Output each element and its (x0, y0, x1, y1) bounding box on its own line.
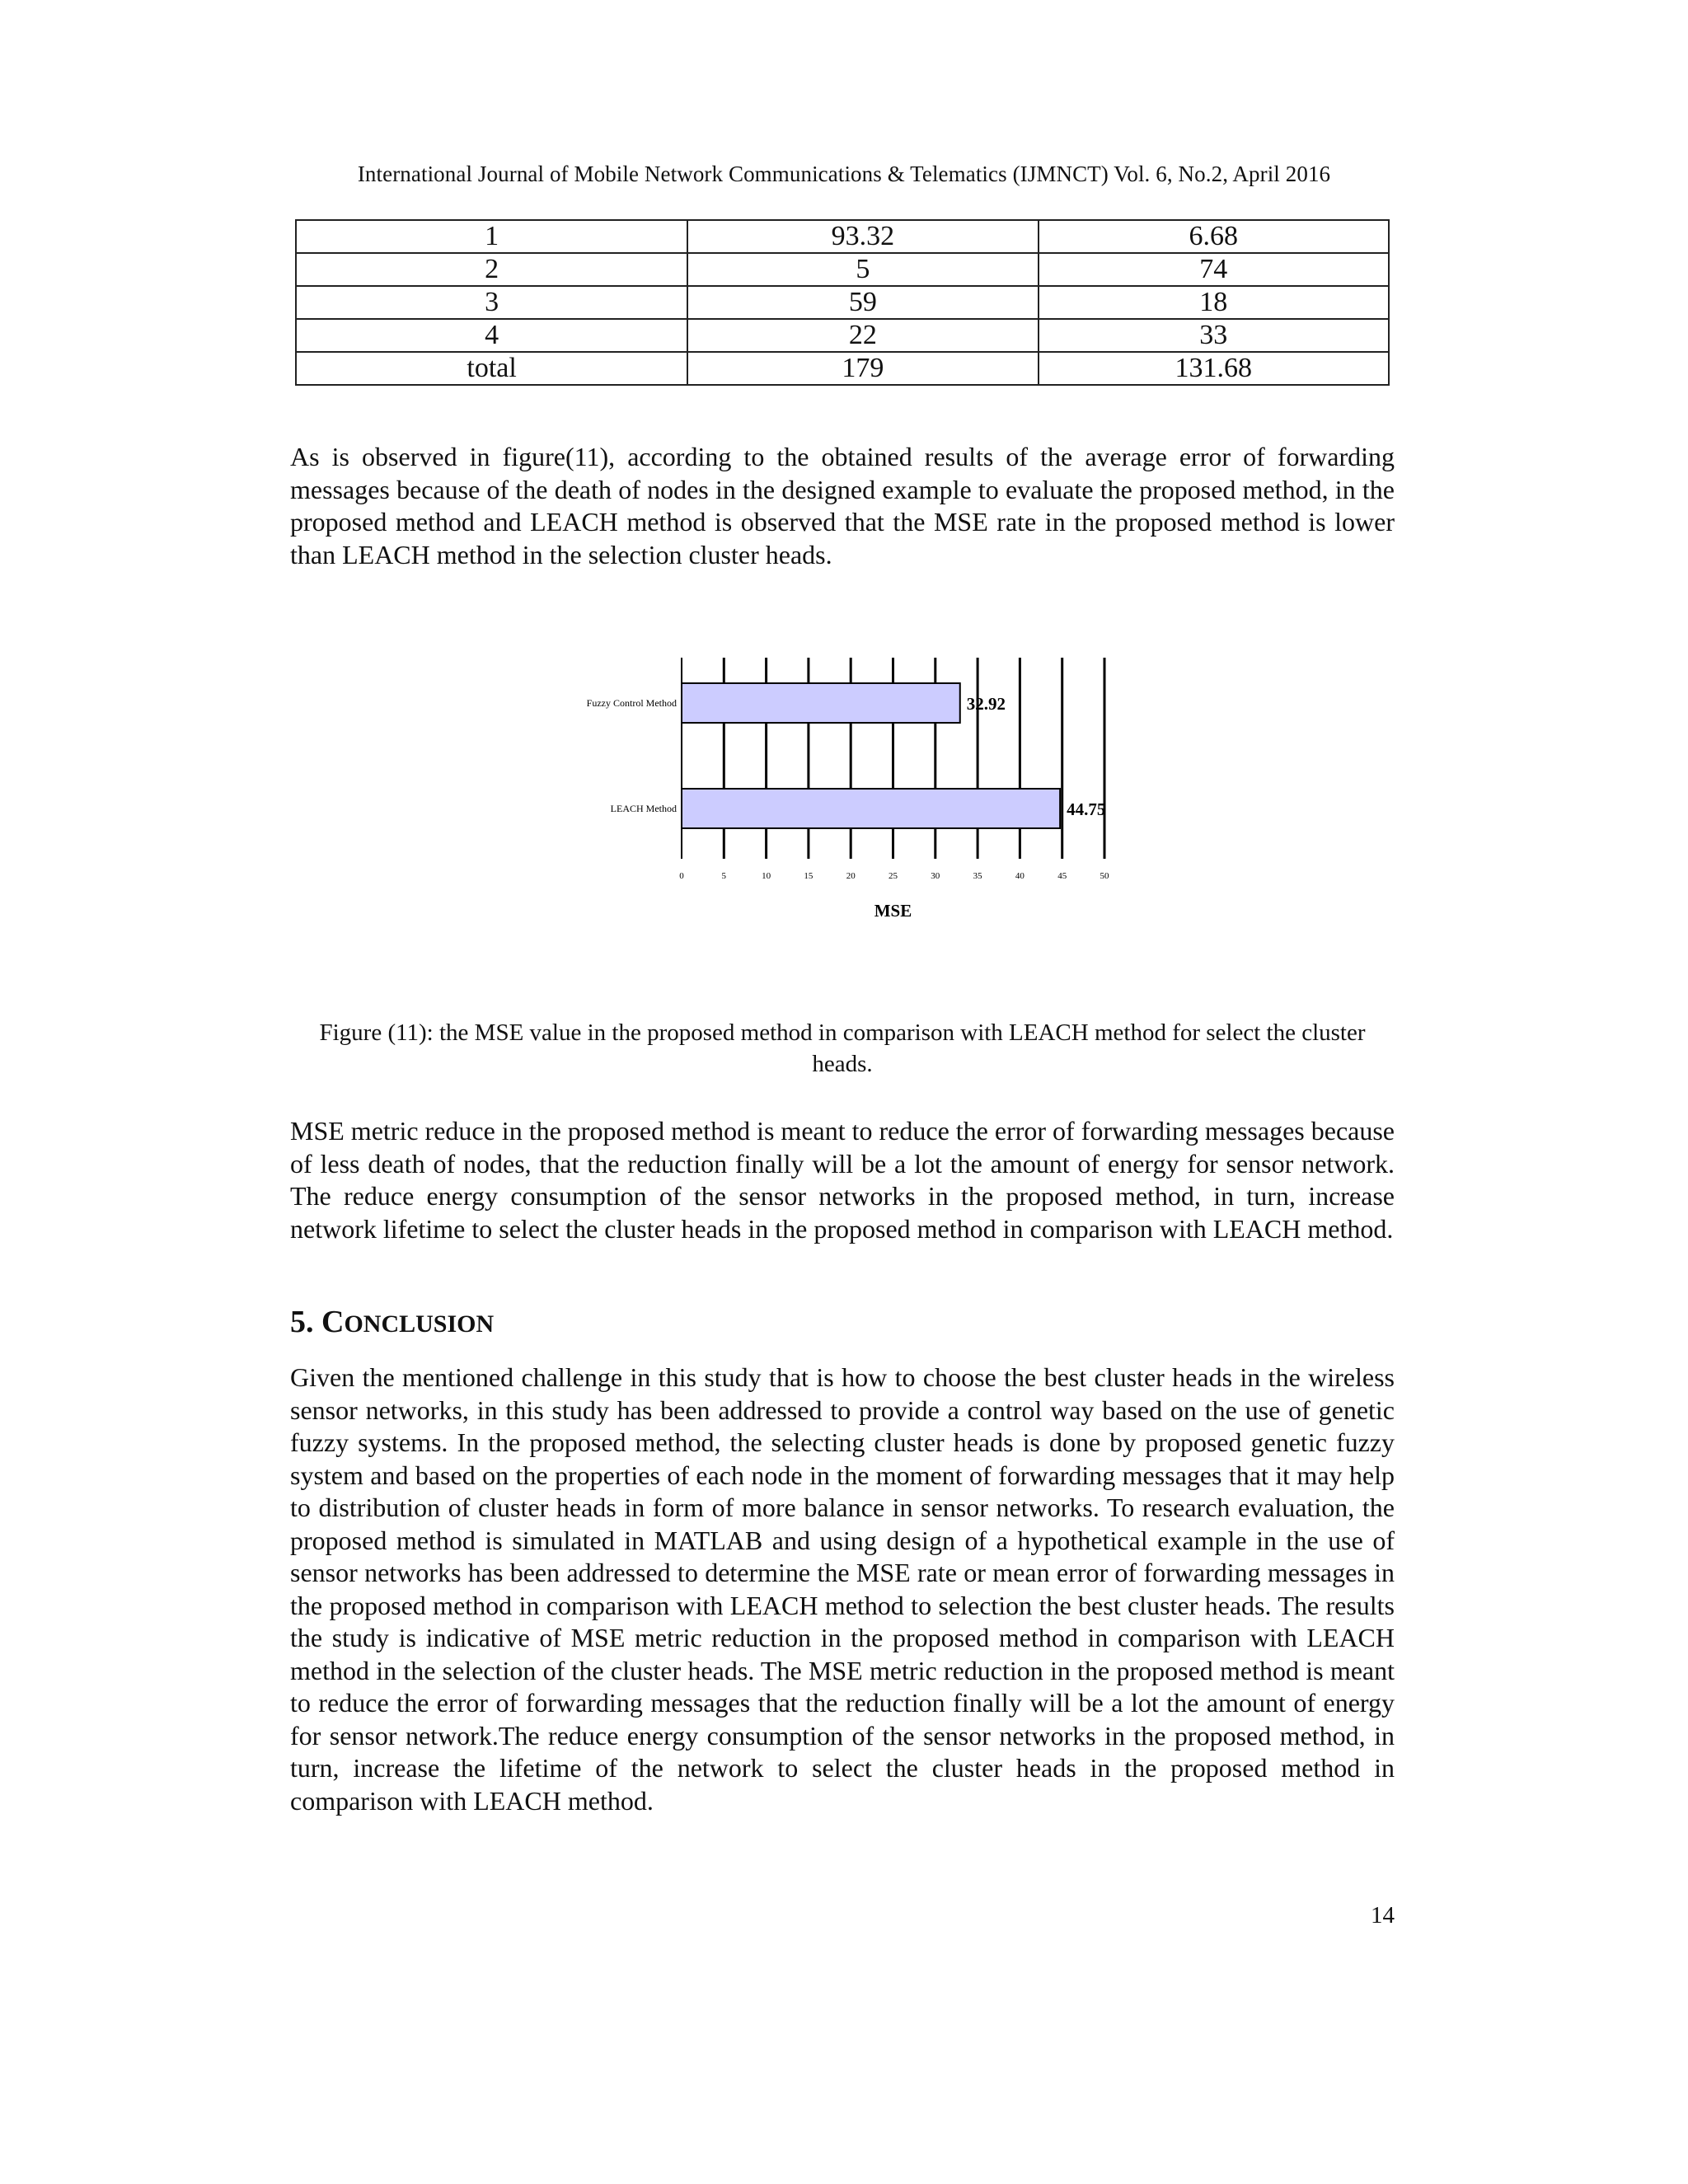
chart-category-label: Fuzzy Control Method (586, 697, 677, 709)
paragraph-mse-discussion: MSE metric reduce in the proposed method is meant to reduce the error of forwarding messages because of less death of nodes, that the reduction finally will be a lot the amount of energy for sensor network. The reduce energy consumption of the sensor networks in the proposed method, in turn, increase network lifetime to select the cluster heads in the proposed method in comparison with LEACH method. (290, 1116, 1395, 1244)
mse-bar-chart (528, 651, 1154, 931)
chart-x-tick-label: 50 (1100, 871, 1109, 881)
table-cell: total (296, 352, 687, 385)
page-number: 14 (1371, 1902, 1395, 1929)
chart-x-tick-label: 30 (931, 871, 940, 881)
table-cell: 22 (687, 319, 1038, 352)
journal-header: International Journal of Mobile Network Communications & Telematics (IJMNCT) Vol. 6, No.2, April 2016 (357, 162, 1331, 186)
table-cell: 1 (296, 220, 687, 253)
chart-bar (682, 789, 1060, 828)
table-cell: 3 (296, 286, 687, 319)
chart-x-tick-label: 45 (1057, 871, 1067, 881)
table-cell: 179 (687, 352, 1038, 385)
chart-x-tick-label: 5 (721, 871, 727, 881)
table-row (296, 286, 1389, 319)
paragraph-figure-intro: As is observed in figure(11), according to the obtained results of the average error of forwarding messages because of the death of nodes in the designed example to evaluate the proposed method, in the proposed method and LEACH method is observed that the MSE rate in the proposed method is lower than LEACH method in the selection cluster heads. (290, 442, 1395, 569)
paragraph-conclusion: Given the mentioned challenge in this study that is how to choose the best cluster heads in the wireless sensor networks, in this study has been addressed to provide a control way based on the use of genetic fuzzy systems. In the proposed method, the selecting cluster heads is done by proposed genetic fuzzy system and based on the properties of each node in the moment of forwarding messages that it may help to distribution of cluster heads in form of more balance in sensor networks. To research evaluation, the proposed method is simulated in MATLAB and using design of a hypothetical example in the use of sensor networks has been addressed to determine the MSE rate or mean error of forwarding messages in the proposed method in comparison with LEACH method to selection the best cluster heads. The results the study is indicative of MSE metric reduction in the proposed method in comparison with LEACH method in the selection of the cluster heads. The MSE metric reduction in the proposed method is meant to reduce the error of forwarding messages that the reduction finally will be a lot the amount of energy for sensor network.The reduce energy consumption of the sensor networks in the proposed method, in turn, increase the lifetime of the network to select the cluster heads in the proposed method in comparison with LEACH method. (290, 1362, 1395, 1816)
table-row (296, 253, 1389, 286)
chart-data-label: 32.92 (966, 694, 1006, 714)
chart-x-axis-title: MSE (874, 901, 912, 921)
chart-x-tick-label: 25 (889, 871, 898, 881)
chart-x-tick-label: 20 (846, 871, 856, 881)
table-cell: 6.68 (1039, 220, 1389, 253)
chart-x-tick-label: 15 (804, 871, 814, 881)
section-heading-conclusion (290, 1304, 494, 1340)
chart-x-tick-label: 0 (679, 871, 684, 881)
table-cell: 5 (687, 253, 1038, 286)
table-cell: 74 (1039, 253, 1389, 286)
table-row (296, 319, 1389, 352)
chart-x-tick-label: 40 (1015, 871, 1025, 881)
table-cell: 2 (296, 253, 687, 286)
chart-x-tick-label: 35 (973, 871, 982, 881)
section-title-initial: C (321, 1305, 345, 1339)
table-row (296, 220, 1389, 253)
table-cell: 93.32 (687, 220, 1038, 253)
figure-caption: Figure (11): the MSE value in the proposed method in comparison with LEACH method for select the cluster heads. (319, 1019, 1366, 1077)
chart-category-label: LEACH Method (610, 803, 677, 814)
section-number: 5. (290, 1305, 321, 1339)
table-cell: 18 (1039, 286, 1389, 319)
table-cell: 33 (1039, 319, 1389, 352)
table-cell: 59 (687, 286, 1038, 319)
table-cell: 4 (296, 319, 687, 352)
chart-data-label: 44.75 (1067, 799, 1106, 819)
chart-x-tick-label: 10 (762, 871, 771, 881)
section-title-rest: ONCLUSION (344, 1310, 495, 1338)
chart-bar (682, 683, 960, 723)
table-cell: 131.68 (1039, 352, 1389, 385)
table-row (296, 352, 1389, 385)
results-table (295, 219, 1390, 386)
